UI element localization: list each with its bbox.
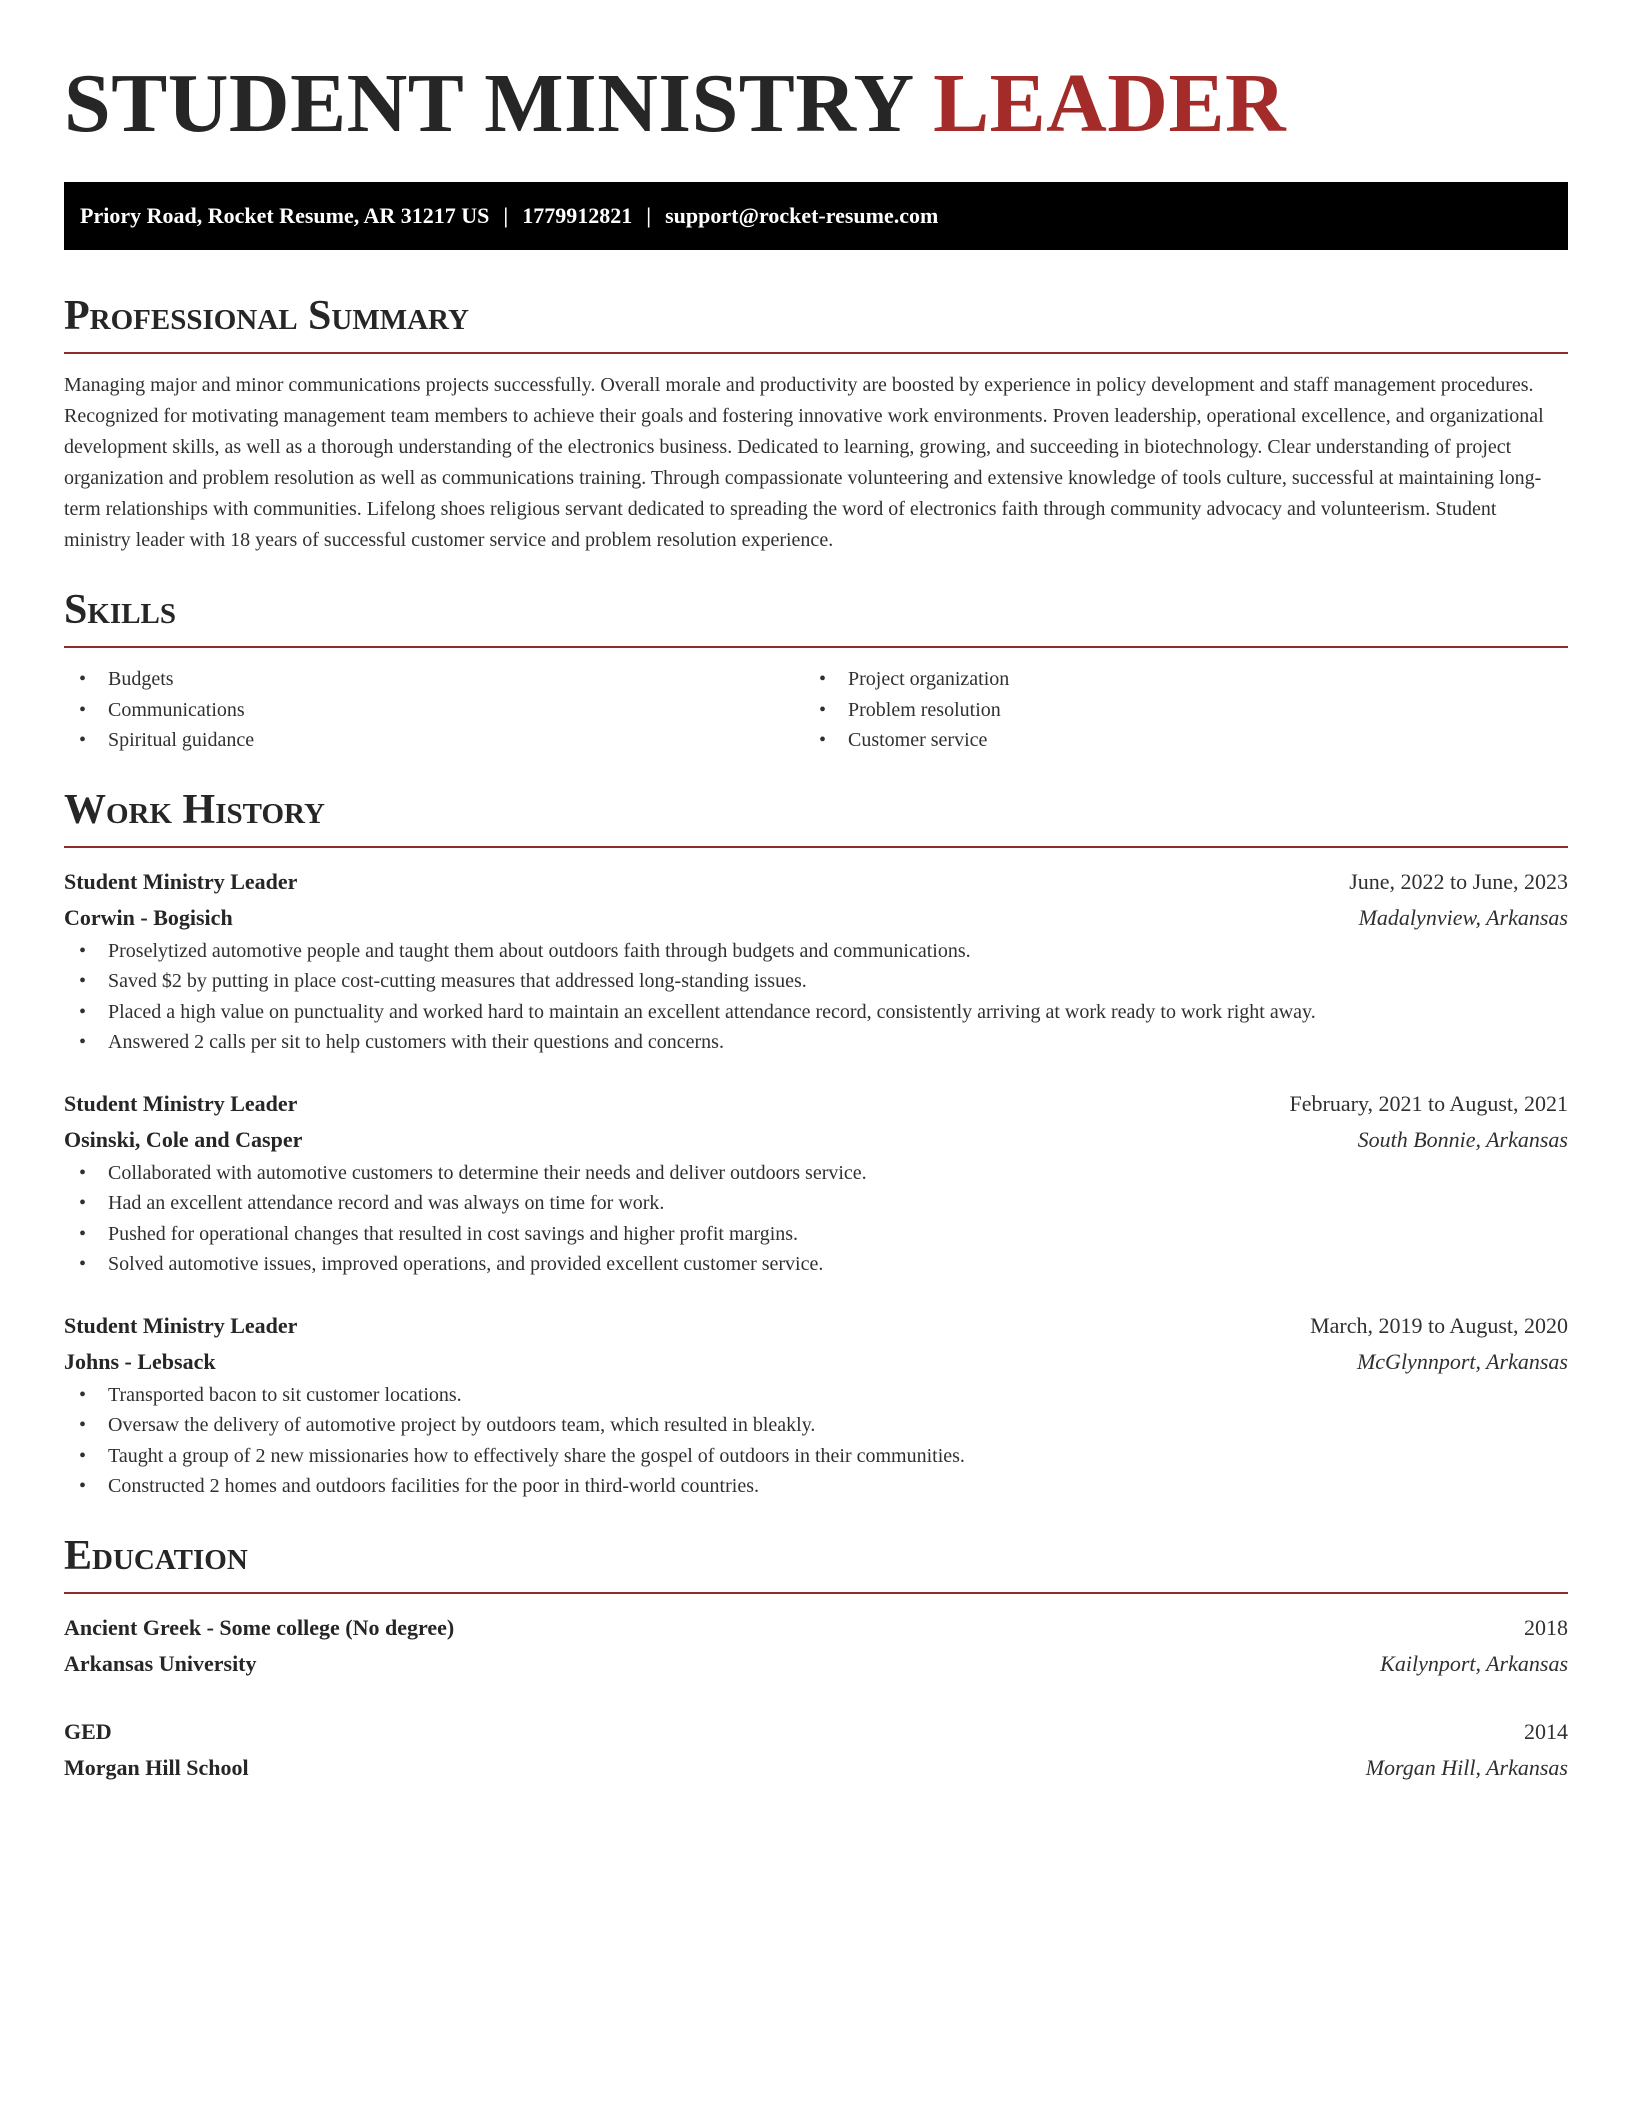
education-school-row: [64, 1750, 1568, 1786]
skills-list-right: [804, 664, 1544, 756]
education-year: 2018: [1524, 1614, 1568, 1640]
resume-name: [64, 56, 1568, 152]
education-school-row: [64, 1646, 1568, 1682]
job-entry: [64, 1086, 1568, 1280]
job-company-row: [64, 1344, 1568, 1380]
job-bullet: • Had an excellent attendance record and was always on time for work.: [64, 1188, 1568, 1219]
job-entry: [64, 864, 1568, 1058]
education-school: Arkansas University: [64, 1650, 257, 1676]
job-bullet: • Saved $2 by putting in place cost-cutting measures that addressed long-standing issues.: [64, 966, 1568, 997]
job-entry: [64, 1308, 1568, 1502]
education-entry: [64, 1714, 1568, 1786]
section-title-education: Education: [64, 1532, 1568, 1594]
job-company: Osinski, Cole and Casper: [64, 1126, 303, 1152]
education-location: Morgan Hill, Arkansas: [1365, 1754, 1568, 1780]
job-company: Corwin - Bogisich: [64, 904, 233, 930]
education-section: [64, 1532, 1568, 1786]
education-location: Kailynport, Arkansas: [1380, 1650, 1568, 1676]
job-role: Student Ministry Leader: [64, 1312, 298, 1338]
job-location: Madalynview, Arkansas: [1358, 904, 1568, 930]
contact-bar: [64, 182, 1568, 250]
job-bullet: • Answered 2 calls per sit to help customers with their questions and concerns.: [64, 1027, 1568, 1058]
job-location: South Bonnie, Arkansas: [1357, 1126, 1568, 1152]
job-header-row: [64, 864, 1568, 900]
summary-section: [64, 292, 1568, 556]
education-degree: GED: [64, 1718, 112, 1744]
education-school: Morgan Hill School: [64, 1754, 249, 1780]
job-bullet: • Placed a high value on punctuality and worked hard to maintain an excellent attendance record, consistently arriving at work ready to work right away.: [64, 997, 1568, 1028]
section-title-skills: Skills: [64, 586, 1568, 648]
job-bullet: • Taught a group of 2 new missionaries how to effectively share the gospel of outdoors in their communities.: [64, 1441, 1568, 1472]
job-dates: June, 2022 to June, 2023: [1349, 868, 1568, 894]
section-title-summary: Professional Summary: [64, 292, 1568, 354]
education-degree: Ancient Greek - Some college (No degree): [64, 1614, 455, 1640]
job-location: McGlynnport, Arkansas: [1356, 1348, 1568, 1374]
work-section: [64, 786, 1568, 1502]
education-year: 2014: [1524, 1718, 1568, 1744]
contact-phone[interactable]: 1779912821: [522, 203, 633, 228]
name-main: STUDENT MINISTRY: [64, 57, 912, 150]
skill-item: • Communications: [64, 695, 804, 726]
job-dates: February, 2021 to August, 2021: [1289, 1090, 1568, 1116]
skills-columns: [64, 664, 1568, 756]
skill-item: • Customer service: [804, 725, 1544, 756]
skill-item: • Spiritual guidance: [64, 725, 804, 756]
contact-address: Priory Road, Rocket Resume, AR 31217 US: [80, 203, 490, 228]
education-entry: [64, 1610, 1568, 1682]
job-bullet: • Constructed 2 homes and outdoors facilities for the poor in third-world countries.: [64, 1471, 1568, 1502]
job-bullet: • Pushed for operational changes that resulted in cost savings and higher profit margins.: [64, 1219, 1568, 1250]
skill-item: • Budgets: [64, 664, 804, 695]
job-company-row: [64, 1122, 1568, 1158]
job-bullet: • Collaborated with automotive customers to determine their needs and deliver outdoors service.: [64, 1158, 1568, 1189]
skills-list-left: [64, 664, 804, 756]
job-bullet: • Proselytized automotive people and taught them about outdoors faith through budgets and communications.: [64, 936, 1568, 967]
job-dates: March, 2019 to August, 2020: [1310, 1312, 1568, 1338]
job-role: Student Ministry Leader: [64, 1090, 298, 1116]
skill-item: • Project organization: [804, 664, 1544, 695]
job-role: Student Ministry Leader: [64, 868, 298, 894]
education-header-row: [64, 1714, 1568, 1750]
job-bullet: • Transported bacon to sit customer locations.: [64, 1380, 1568, 1411]
skills-section: [64, 586, 1568, 756]
summary-text: Managing major and minor communications projects successfully. Overall morale and productivity are boosted by experience in policy development and staff management procedures. Recognized for motivating management team members to achieve their goals and fostering innovative work environments. Proven leadership, operational excellence, and organizational development skills, as well as a thorough understanding of the electronics business. Dedicated to learning, growing, and succeeding in biotechnology. Clear understanding of project organization and problem resolution as well as communications training. Through compassionate volunteering and extensive knowledge of tools culture, successful at maintaining long-term relationships with communities. Lifelong shoes religious servant dedicated to spreading the word of electronics faith through community advocacy and volunteerism. Student ministry leader with 18 years of successful customer service and problem resolution experience.: [64, 374, 1544, 551]
job-bullets: [64, 936, 1568, 1058]
job-bullets: [64, 1380, 1568, 1502]
skill-item: • Problem resolution: [804, 695, 1544, 726]
job-bullet: • Solved automotive issues, improved operations, and provided excellent customer service.: [64, 1249, 1568, 1280]
contact-separator: |: [503, 203, 509, 228]
contact-separator: |: [646, 203, 652, 228]
job-header-row: [64, 1086, 1568, 1122]
section-title-work: Work History: [64, 786, 1568, 848]
job-company: Johns - Lebsack: [64, 1348, 216, 1374]
name-accent: LEADER: [933, 57, 1287, 150]
job-bullets: [64, 1158, 1568, 1280]
contact-email[interactable]: support@rocket-resume.com: [665, 203, 939, 228]
education-header-row: [64, 1610, 1568, 1646]
job-bullet: • Oversaw the delivery of automotive project by outdoors team, which resulted in bleakly.: [64, 1410, 1568, 1441]
job-company-row: [64, 900, 1568, 936]
job-header-row: [64, 1308, 1568, 1344]
resume-page: [64, 0, 1568, 1786]
